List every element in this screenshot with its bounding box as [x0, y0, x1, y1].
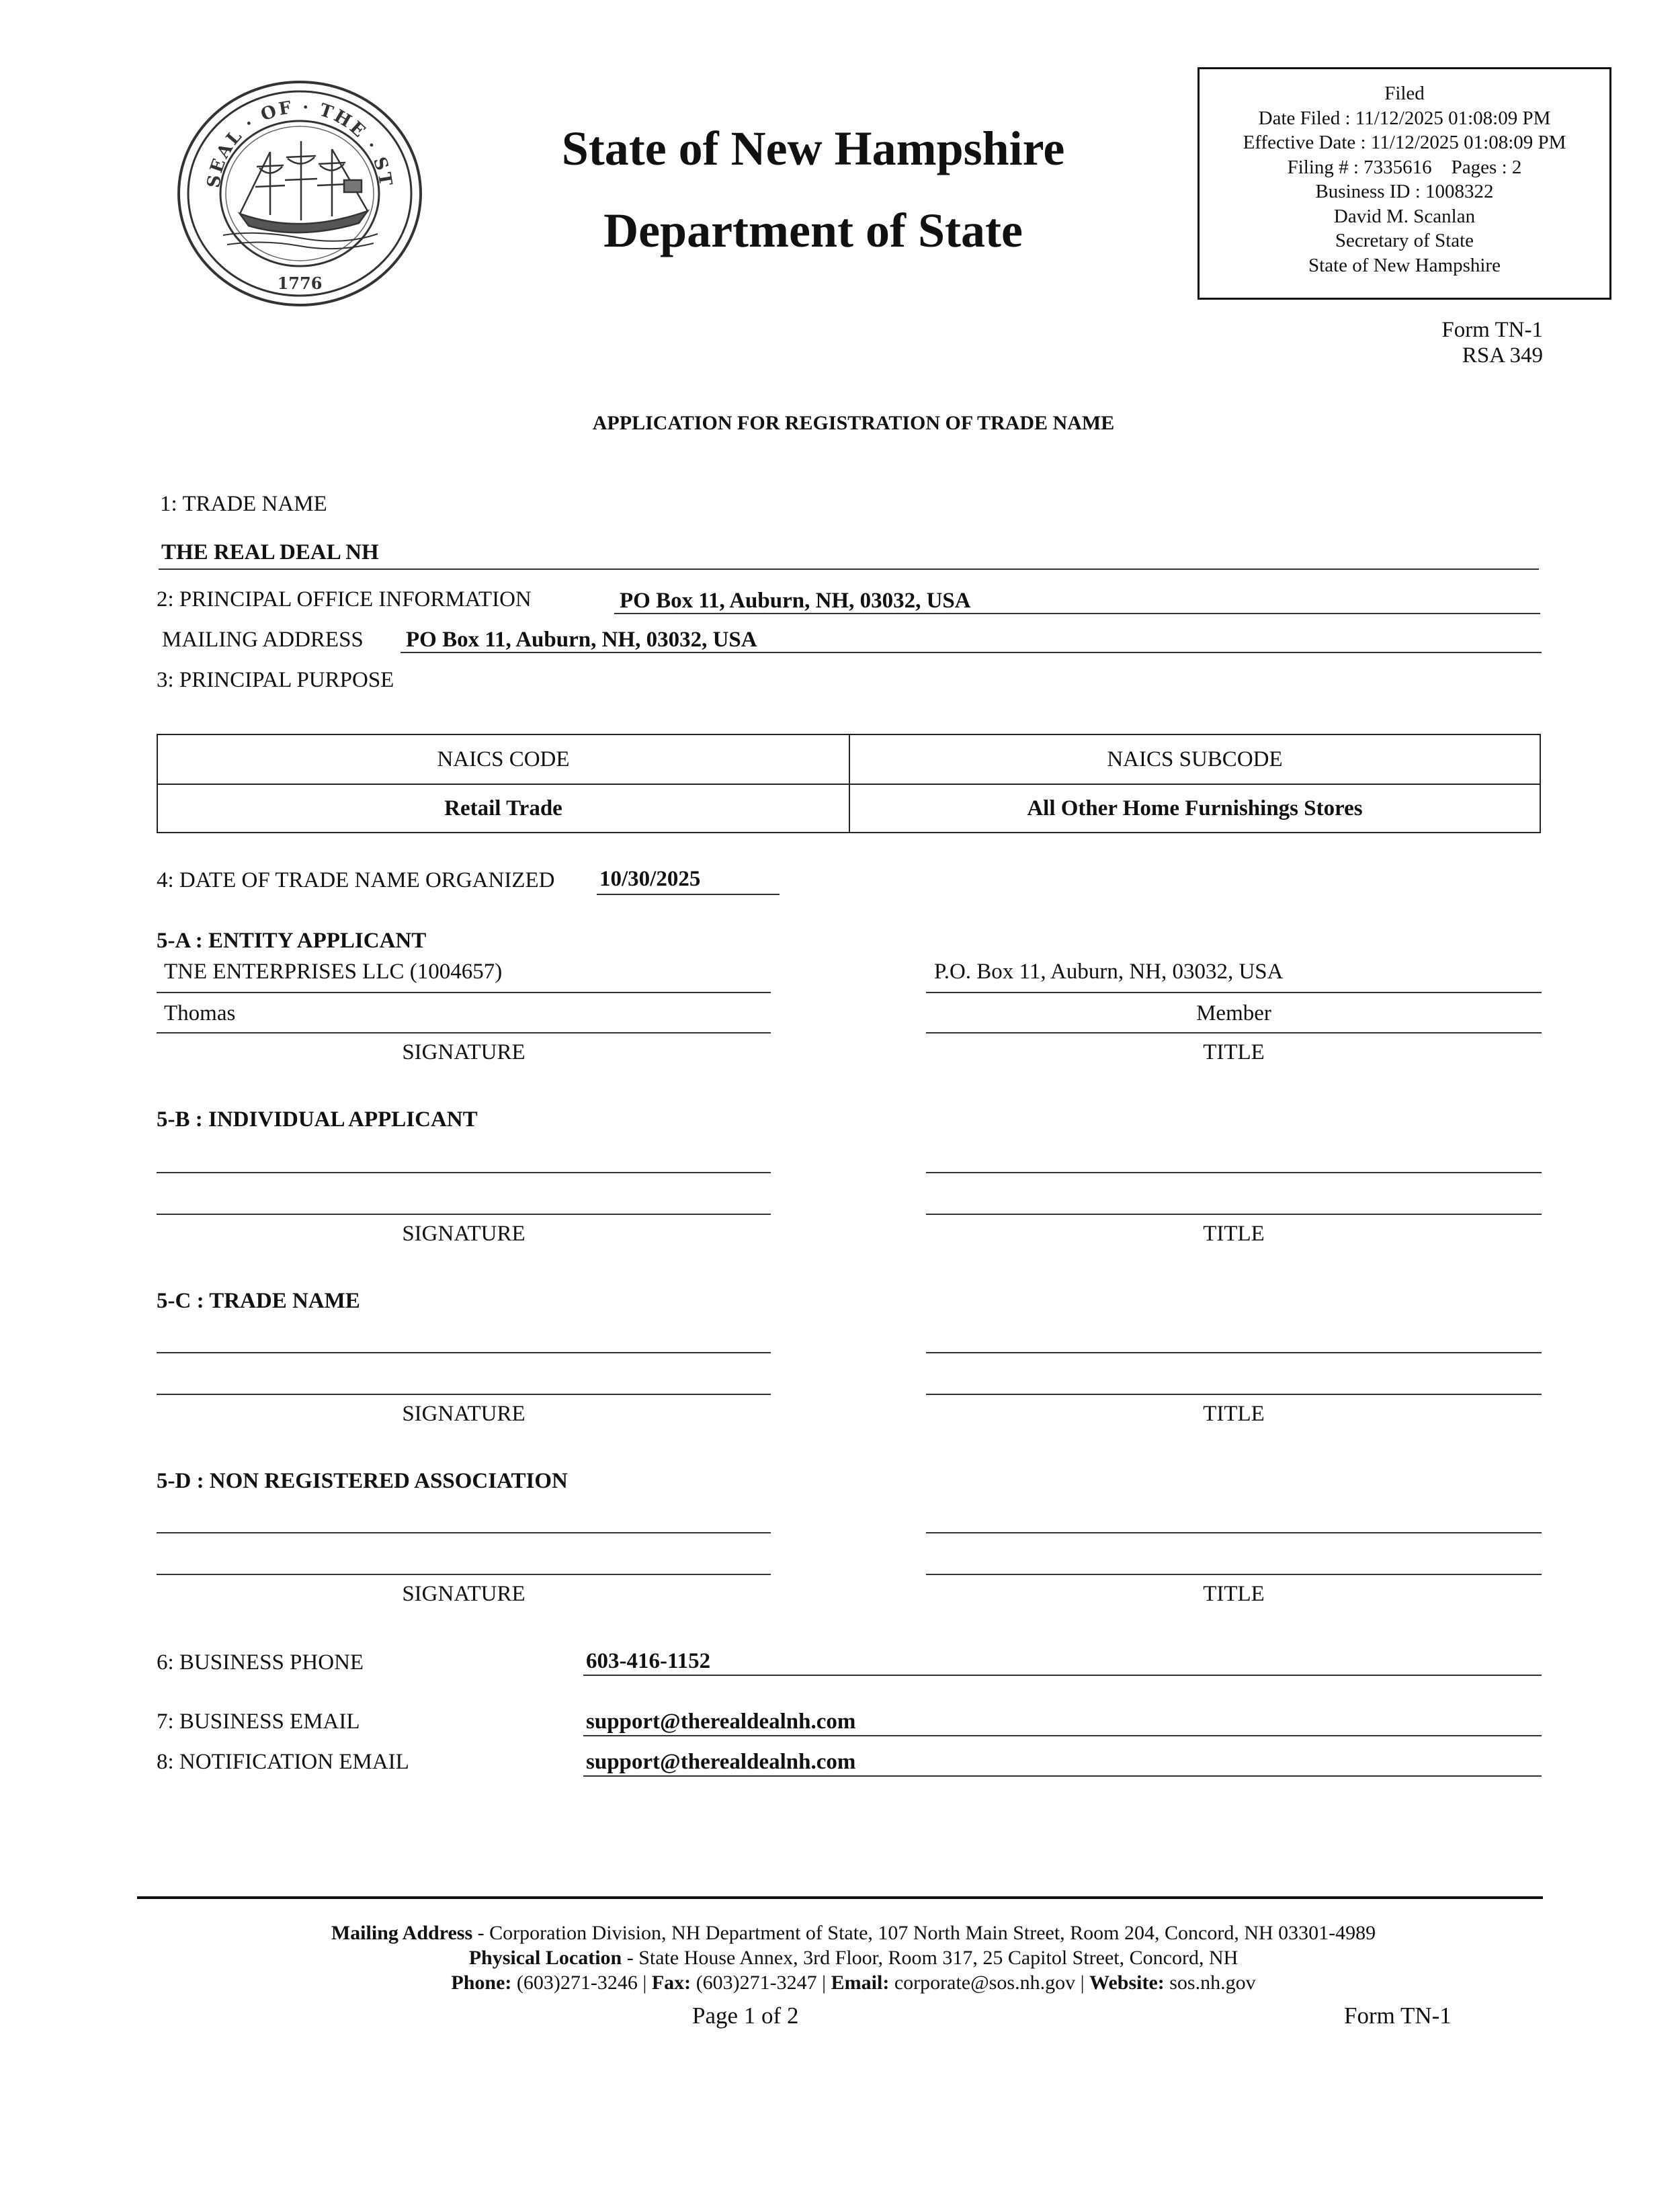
principal-office-value: PO Box 11, Auburn, NH, 03032, USA [620, 589, 971, 613]
entity-title-value: Member [1196, 1001, 1271, 1025]
filed-status: Filed [1384, 83, 1425, 104]
date-organized-label: 4: DATE OF TRADE NAME ORGANIZED [157, 868, 555, 892]
trade-name-applicant-signature-line [157, 1394, 771, 1395]
footer-contact-line [168, 1972, 1539, 1994]
footer-phone-text: (603)271-3246 | [511, 1972, 652, 1994]
state-seal-icon [176, 79, 423, 308]
association-signature-line [157, 1574, 771, 1575]
mailing-address-value: PO Box 11, Auburn, NH, 03032, USA [406, 628, 757, 652]
trade-name-applicant-heading: 5-C : TRADE NAME [157, 1289, 360, 1313]
footer-rule [137, 1896, 1543, 1899]
principal-office-underline [614, 613, 1540, 614]
footer-website-link[interactable]: sos.nh.gov [1164, 1972, 1256, 1994]
naics-subcode-header: NAICS SUBCODE [850, 735, 1540, 785]
business-email-underline [583, 1735, 1542, 1736]
entity-address-underline [926, 992, 1542, 993]
filed-stamp [1198, 67, 1611, 300]
document-title: APPLICATION FOR REGISTRATION OF TRADE NAME [592, 412, 1115, 434]
date-organized-underline [597, 894, 780, 895]
notification-email-label: 8: NOTIFICATION EMAIL [157, 1750, 409, 1774]
seal-year: 1776 [277, 273, 323, 293]
mailing-address-label: MAILING ADDRESS [162, 628, 364, 652]
footer-mailing-address [168, 1922, 1539, 1945]
state-title: State of New Hampshire [561, 122, 1065, 175]
footer-physical-text: - State House Annex, 3rd Floor, Room 317, 25 Capitol Street, Concord, NH [622, 1947, 1238, 1969]
individual-title-line [926, 1214, 1542, 1215]
date-filed: Date Filed : 11/12/2025 01:08:09 PM [1258, 107, 1551, 129]
individual-name-line [157, 1172, 771, 1173]
naics-subcode-value: All Other Home Furnishings Stores [1027, 796, 1363, 820]
individual-applicant-heading: 5-B : INDIVIDUAL APPLICANT [157, 1107, 478, 1132]
footer-fax-label: Fax: [651, 1972, 691, 1994]
rsa-number: RSA 349 [1462, 343, 1543, 368]
trade-name-applicant-title-line [926, 1394, 1542, 1395]
notification-email-underline [583, 1775, 1542, 1777]
business-phone-label: 6: BUSINESS PHONE [157, 1650, 364, 1675]
business-email-value: support@therealdealnh.com [586, 1710, 856, 1734]
notification-email-value: support@therealdealnh.com [586, 1750, 856, 1774]
individual-signature-caption: SIGNATURE [402, 1222, 526, 1246]
effective-date: Effective Date : 11/12/2025 01:08:09 PM [1243, 132, 1566, 153]
entity-title-caption: TITLE [1203, 1040, 1265, 1064]
footer-phone-label: Phone: [451, 1972, 512, 1994]
trade-name-title-caption: TITLE [1203, 1402, 1265, 1426]
entity-name: TNE ENTERPRISES LLC (1004657) [164, 960, 503, 984]
footer-physical-label: Physical Location [468, 1947, 622, 1969]
non-registered-association-heading: 5-D : NON REGISTERED ASSOCIATION [157, 1469, 568, 1493]
association-address-line [926, 1532, 1542, 1533]
filing-number: Filing # : 7335616 Pages : 2 [1287, 156, 1522, 178]
entity-applicant-heading: 5-A : ENTITY APPLICANT [157, 929, 427, 953]
trade-name-signature-caption: SIGNATURE [402, 1402, 526, 1426]
naics-code-header: NAICS CODE [158, 735, 850, 785]
individual-signature-line [157, 1214, 771, 1215]
entity-signer: Thomas [164, 1001, 236, 1025]
individual-address-line [926, 1172, 1542, 1173]
date-organized-value: 10/30/2025 [599, 867, 701, 891]
footer-email-label: Email: [831, 1972, 890, 1994]
entity-name-underline [157, 992, 771, 993]
footer-email-link[interactable]: corporate@sos.nh.gov | [889, 1972, 1090, 1994]
entity-address: P.O. Box 11, Auburn, NH, 03032, USA [934, 960, 1284, 984]
footer-mailing-text: - Corporation Division, NH Department of State, 107 North Main Street, Room 204, Concord, NH 03301-4989 [472, 1922, 1376, 1944]
trade-name-applicant-address-line [926, 1352, 1542, 1353]
department-title: Department of State [603, 204, 1023, 257]
trade-name-applicant-name-line [157, 1352, 771, 1353]
business-email-label: 7: BUSINESS EMAIL [157, 1710, 360, 1734]
business-phone-value: 603-416-1152 [586, 1649, 711, 1673]
association-signature-caption: SIGNATURE [402, 1582, 526, 1606]
entity-signature-line [157, 1032, 771, 1033]
footer-form-number: Form TN-1 [1344, 2002, 1452, 2029]
entity-signature-caption: SIGNATURE [402, 1040, 526, 1064]
trade-name-value: THE REAL DEAL NH [161, 540, 379, 564]
secretary-title: Secretary of State [1335, 230, 1474, 251]
seal-ring-text: SEAL · OF · THE · ST [204, 97, 396, 189]
stamp-state: State of New Hampshire [1308, 254, 1501, 276]
entity-title-line [926, 1032, 1542, 1033]
association-title-caption: TITLE [1203, 1582, 1265, 1606]
business-phone-underline [583, 1675, 1542, 1676]
principal-office-label: 2: PRINCIPAL OFFICE INFORMATION [157, 587, 532, 611]
naics-table [157, 734, 1541, 833]
business-id: Business ID : 1008322 [1315, 181, 1494, 202]
page-number: Page 1 of 2 [692, 2002, 799, 2029]
footer-website-label: Website: [1089, 1972, 1165, 1994]
trade-name-label: 1: TRADE NAME [160, 492, 327, 516]
footer-mailing-label: Mailing Address [331, 1922, 473, 1944]
footer-fax-text: (603)271-3247 | [691, 1972, 831, 1994]
mailing-address-underline [401, 652, 1542, 653]
form-number: Form TN-1 [1441, 318, 1543, 342]
association-name-line [157, 1532, 771, 1533]
principal-purpose-label: 3: PRINCIPAL PURPOSE [157, 668, 394, 692]
naics-code-value: Retail Trade [158, 785, 850, 832]
trade-name-underline [159, 568, 1539, 570]
individual-title-caption: TITLE [1203, 1222, 1265, 1246]
association-title-line [926, 1574, 1542, 1575]
secretary-name: David M. Scanlan [1333, 205, 1476, 227]
footer-physical-location [168, 1947, 1539, 1970]
